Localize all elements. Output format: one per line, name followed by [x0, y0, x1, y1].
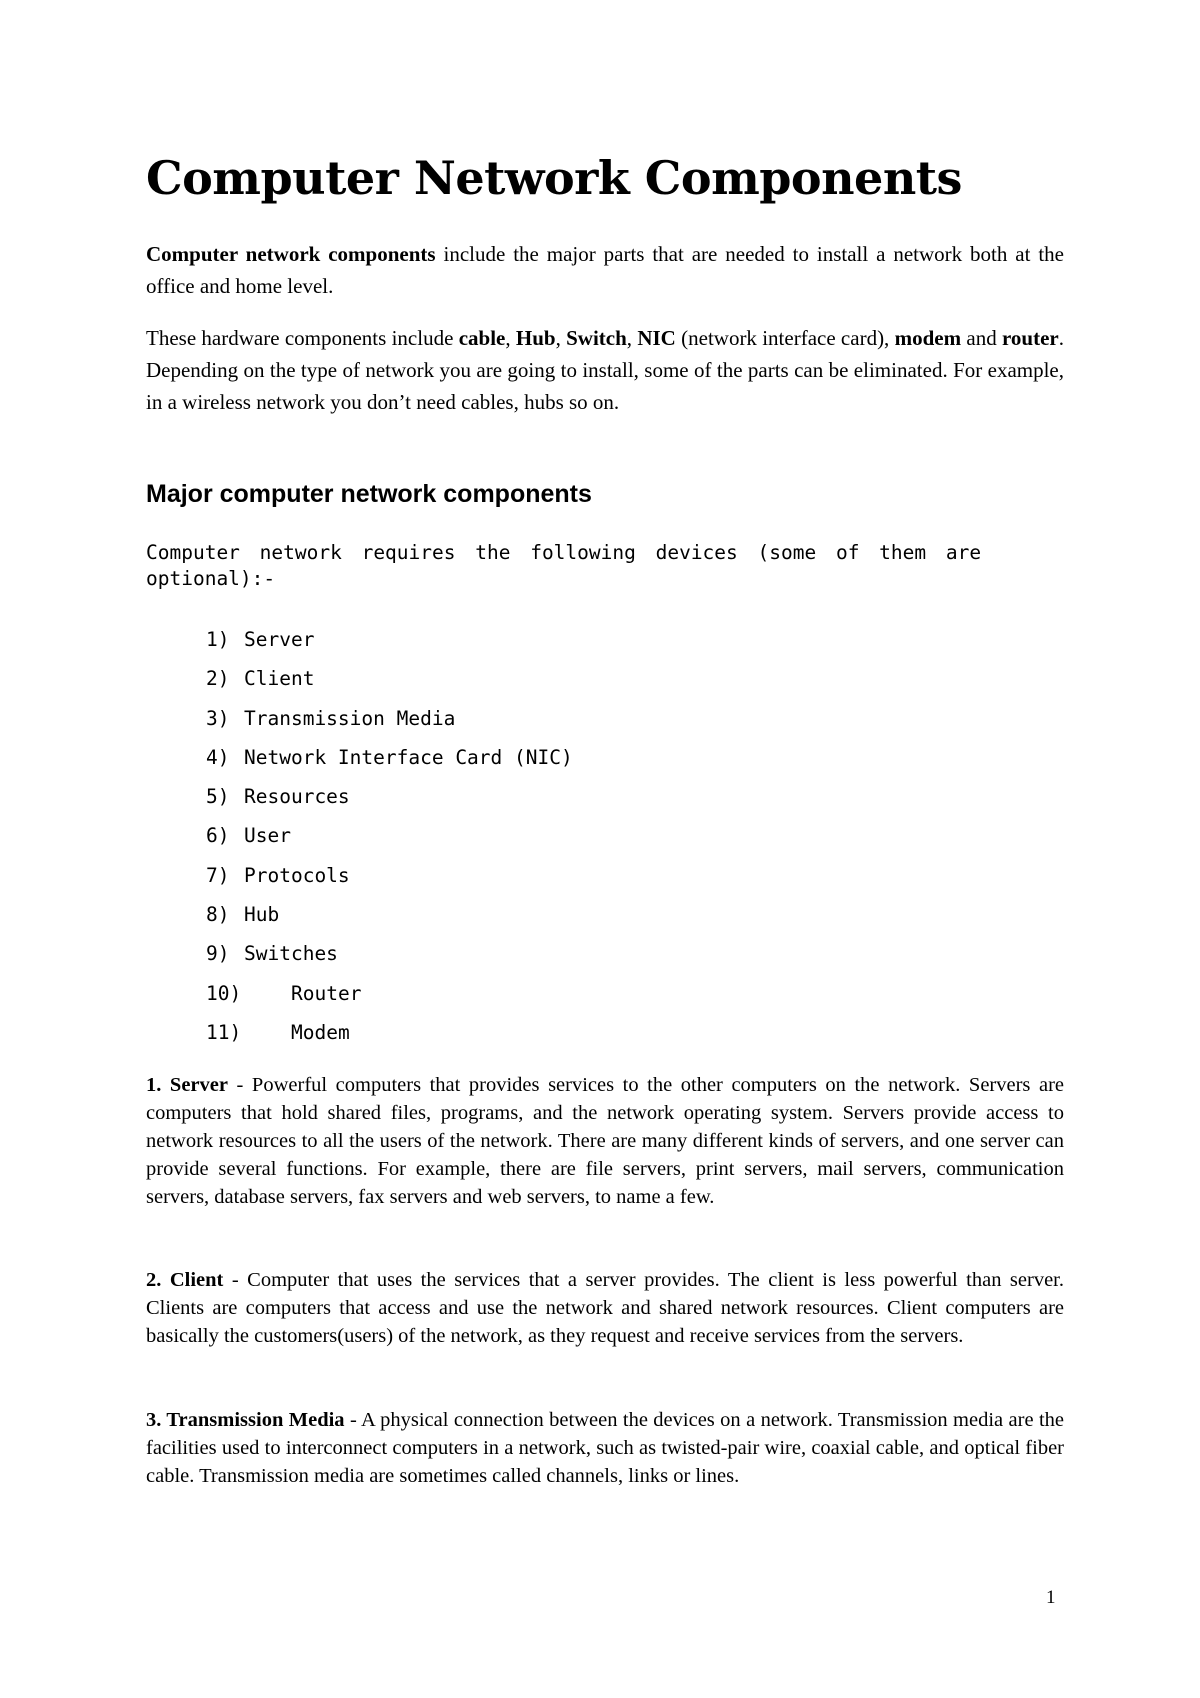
term-router: router	[1001, 326, 1059, 350]
list-item	[206, 1013, 573, 1052]
term-hub: Hub	[515, 326, 556, 350]
hardware-text: ,	[505, 326, 516, 350]
hardware-text: ,	[626, 326, 638, 350]
list-item	[206, 699, 573, 738]
list-item-number: 10)	[206, 981, 242, 1005]
list-item-number: 2)	[206, 667, 230, 691]
list-item	[206, 738, 573, 777]
description-text: - Powerful computers that provides services to the other computers on the network. Servers are computers that hold shared files, programs, and the network operating system. Servers provide access to network resources to all the users of the network. There are many different kinds of servers, and one server can provide several functions. For example, there are file servers, print servers, mail servers, communication servers, database servers, fax servers and web servers, to name a few.	[146, 1074, 1064, 1208]
list-item	[206, 856, 573, 895]
term-modem: modem	[894, 326, 962, 350]
intro-paragraph	[146, 238, 1064, 302]
term-switch: Switch	[566, 326, 627, 350]
intro-text: include the major parts that are needed to install a network both at the office and home level.	[146, 242, 1064, 298]
list-item-label: Resources	[244, 785, 350, 809]
list-item	[206, 974, 573, 1013]
list-item	[206, 777, 573, 816]
hardware-text: (network interface card),	[675, 326, 895, 350]
list-item	[206, 934, 573, 973]
list-item-number: 5)	[206, 785, 230, 809]
list-item	[206, 659, 573, 698]
page-title: Computer Network Components	[146, 151, 962, 205]
hardware-paragraph	[146, 322, 1064, 418]
page-number: 1	[1046, 1587, 1056, 1608]
list-item-number: 9)	[206, 942, 230, 966]
hardware-text: and	[961, 326, 1002, 350]
list-item-label: Client	[244, 667, 315, 691]
list-item-number: 11)	[206, 1020, 242, 1044]
description-heading: 1. Server	[146, 1074, 228, 1096]
list-item-number: 7)	[206, 863, 230, 887]
list-item-number: 1)	[206, 628, 230, 651]
devices-intro	[146, 540, 1004, 592]
description-text: - Computer that uses the services that a server provides. The client is less powerful than server. Clients are computers that access and use the network and shared network resources. Client computers are basically the customers(users) of the network, as they request and receive services from the servers.	[146, 1269, 1064, 1347]
client-description	[146, 1266, 1064, 1350]
list-item-label: Server	[244, 628, 315, 651]
list-item-label: Transmission Media	[244, 706, 456, 730]
hardware-text: These hardware components include	[146, 326, 459, 350]
list-item-label: User	[244, 824, 291, 848]
list-item	[206, 620, 573, 659]
list-item-number: 3)	[206, 706, 230, 730]
term-nic: NIC	[637, 326, 676, 350]
description-heading: 3. Transmission Media	[146, 1409, 345, 1431]
list-item-label: Router	[291, 981, 362, 1005]
list-item-label: Modem	[291, 1020, 350, 1044]
term-cable: cable	[458, 326, 506, 350]
server-description	[146, 1071, 1064, 1211]
transmission-media-description	[146, 1406, 1064, 1490]
list-item-label: Switches	[244, 942, 338, 966]
list-item-label: Network Interface Card (NIC)	[244, 745, 573, 769]
list-item-label: Protocols	[244, 863, 350, 887]
list-item	[206, 895, 573, 934]
devices-intro-line1: Computer network requires the following devices (some of them are	[146, 541, 982, 564]
list-item-label: Hub	[244, 903, 280, 927]
list-item-number: 4)	[206, 745, 230, 769]
intro-bold-lead: Computer network components	[146, 242, 436, 266]
hardware-text: ,	[555, 326, 567, 350]
device-list	[206, 620, 573, 1052]
list-item-number: 8)	[206, 903, 230, 927]
description-text: - A physical connection between the devices on a network. Transmission media are the facilities used to interconnect computers in a network, such as twisted-pair wire, coaxial cable, and optical fiber cable. Transmission media are sometimes called channels, links or lines.	[146, 1409, 1064, 1487]
description-heading: 2. Client	[146, 1269, 224, 1291]
list-item	[206, 816, 573, 855]
hardware-text: . Depending on the type of network you are going to install, some of the parts can be eliminated. For example, in a wireless network you don’t need cables, hubs so on.	[146, 326, 1064, 414]
list-item-number: 6)	[206, 824, 230, 848]
section-heading: Major computer network components	[146, 480, 592, 508]
devices-intro-line2: optional):-	[146, 567, 276, 590]
